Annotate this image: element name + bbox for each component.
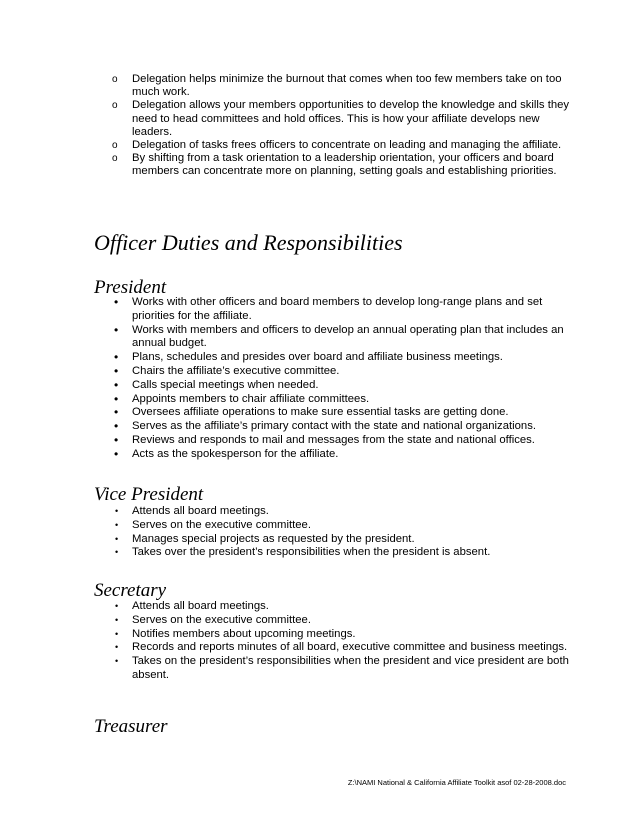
bullet-icon: • — [114, 295, 119, 309]
bullet-icon: • — [114, 322, 119, 337]
list-item: • Serves on the executive committee. — [115, 518, 311, 531]
hollow-bullet-icon: o — [112, 140, 118, 152]
treasurer-heading: Treasurer — [94, 716, 168, 737]
list-item: • Oversees affiliate operations to make sure essential tasks are getting done. — [114, 405, 509, 420]
vice-president-duties-list — [109, 505, 579, 560]
list-item: • Notifies members about upcoming meetings. — [115, 627, 356, 640]
list-item: • Attends all board meetings. — [115, 600, 269, 612]
list-item: o Delegation helps minimize the burnout that comes when too few members take on too much work. — [112, 73, 562, 99]
secretary-heading: Secretary — [94, 580, 167, 601]
bullet-icon: • — [114, 363, 119, 378]
bullet-icon: • — [114, 377, 119, 392]
list-item: • Takes on the president’s responsibilities when the president and vice president are both absent. — [115, 655, 569, 681]
list-item: • Acts as the spokesperson for the affiliate. — [114, 446, 339, 461]
delegation-benefits-list — [109, 73, 579, 179]
secretary-duties-list — [109, 600, 579, 683]
list-item: • Works with other officers and board members to develop long-range plans and set priorities for the affiliate. — [114, 295, 543, 322]
bullet-icon: • — [115, 519, 119, 530]
list-item: • Serves on the executive committee. — [115, 613, 311, 626]
list-item: • Calls special meetings when needed. — [114, 377, 319, 392]
bullet-icon: • — [114, 419, 119, 434]
bullet-icon: • — [115, 614, 119, 625]
hollow-bullet-icon: o — [112, 100, 118, 112]
bullet-icon: • — [115, 628, 119, 639]
bullet-icon: • — [114, 405, 119, 420]
list-item: • Records and reports minutes of all board, executive committee and business meetings. — [115, 641, 568, 654]
list-item: • Plans, schedules and presides over board and affiliate business meetings. — [114, 350, 503, 365]
list-item: o Delegation of tasks frees officers to concentrate on leading and managing the affiliate. — [112, 139, 562, 152]
bullet-icon: • — [114, 432, 119, 447]
president-heading: President — [94, 277, 167, 298]
vice-president-heading: Vice President — [94, 484, 204, 505]
list-item: • Takes over the president’s responsibilities when the president is absent. — [115, 546, 491, 559]
list-item: • Reviews and responds to mail and messages from the state and national offices. — [114, 432, 535, 447]
bullet-icon: • — [115, 656, 119, 667]
list-item: o Delegation allows your members opportunities to develop the knowledge and skills they need to head committees and hold offices. This is how your affiliate develops new leaders. — [112, 99, 570, 138]
bullet-icon: • — [115, 642, 119, 653]
list-item: • Serves as the affiliate’s primary contact with the state and national organizations. — [114, 419, 536, 434]
list-item: o By shifting from a task orientation to a leadership orientation, your officers and board members can concentrate more on planning, setting goals and establishing priorities. — [112, 152, 557, 178]
bullet-icon: • — [114, 350, 119, 365]
footer-file-path: Z:\NAMI National & California Affiliate Toolkit asof 02-28-2008.doc — [347, 778, 566, 787]
list-item: • Appoints members to chair affiliate committees. — [114, 391, 370, 406]
president-duties-list — [109, 296, 579, 462]
list-item: • Manages special projects as requested by the president. — [115, 532, 415, 545]
list-item: • Attends all board meetings. — [115, 505, 269, 517]
bullet-icon: • — [114, 446, 119, 461]
bullet-icon: • — [115, 547, 119, 558]
bullet-icon: • — [115, 601, 119, 611]
bullet-icon: • — [115, 533, 119, 544]
list-item: • Works with members and officers to develop an annual operating plan that includes an annual budget. — [114, 322, 564, 350]
page-heading: Officer Duties and Responsibilities — [94, 230, 403, 255]
list-item: • Chairs the affiliate’s executive committee. — [114, 363, 340, 378]
hollow-bullet-icon: o — [112, 153, 118, 165]
bullet-icon: • — [114, 391, 119, 406]
bullet-icon: • — [115, 506, 119, 516]
hollow-bullet-icon: o — [112, 74, 118, 85]
